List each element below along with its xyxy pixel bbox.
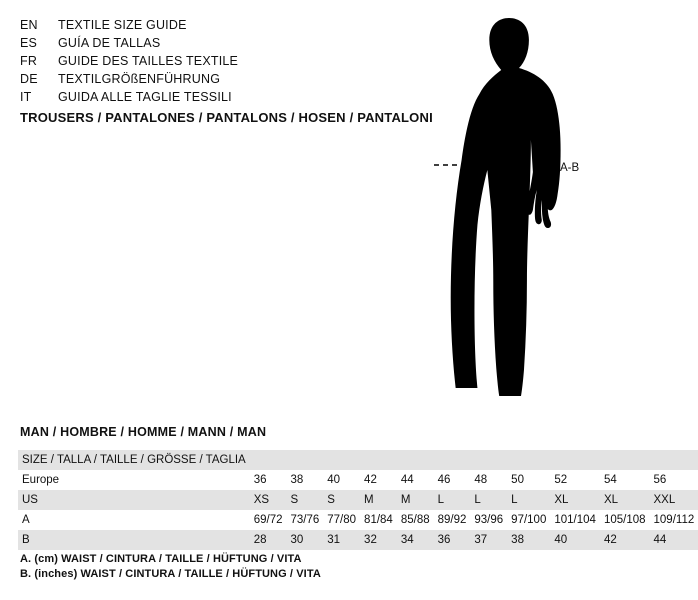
- table-title: MAN / HOMBRE / HOMME / MANN / MAN: [20, 425, 267, 439]
- cell: [470, 450, 507, 470]
- cell: 38: [290, 474, 304, 486]
- cell: [360, 450, 397, 470]
- cell: 77/80: [327, 514, 357, 526]
- cell: S: [323, 490, 360, 510]
- table-row: [18, 510, 698, 530]
- cell: 93/96: [474, 514, 504, 526]
- cell: 44: [400, 474, 414, 486]
- language-row: [20, 88, 380, 106]
- cell: 30: [286, 530, 323, 550]
- cell: L: [434, 490, 471, 510]
- cell: 31: [323, 530, 360, 550]
- language-row: [20, 16, 380, 34]
- measure-label-ab: A-B: [560, 162, 580, 174]
- cell: 44: [650, 530, 698, 550]
- cell: [286, 450, 323, 470]
- cell: 40: [550, 530, 600, 550]
- cell: M: [360, 490, 397, 510]
- language-row: [20, 70, 380, 88]
- row-label: US: [18, 490, 250, 510]
- cell: 42: [364, 474, 377, 486]
- man-silhouette-icon: [400, 10, 600, 410]
- language-row: [20, 52, 380, 70]
- footnote-b: B. (inches) WAIST / CINTURA / TAILLE / HÜFTUNG / VITA: [20, 568, 321, 580]
- size-table: [18, 450, 698, 550]
- cell: 97/100: [511, 514, 547, 526]
- cell: 37: [470, 530, 507, 550]
- cell: [250, 450, 287, 470]
- language-code: EN: [20, 18, 38, 32]
- cell: 46: [437, 474, 451, 486]
- cell: 101/104: [554, 514, 596, 526]
- cell: 42: [600, 530, 650, 550]
- cell: 32: [360, 530, 397, 550]
- cell: S: [286, 490, 323, 510]
- cell: 109/112: [653, 514, 695, 526]
- cell: XXL: [650, 490, 698, 510]
- cell: 85/88: [400, 514, 430, 526]
- cell: 40: [327, 474, 341, 486]
- cell: 34: [397, 530, 434, 550]
- language-row: [20, 34, 380, 52]
- cell: 28: [250, 530, 287, 550]
- table-row: [18, 490, 698, 510]
- language-code: ES: [20, 36, 38, 50]
- cell: L: [507, 490, 550, 510]
- cell: 36: [253, 474, 267, 486]
- cell: XL: [550, 490, 600, 510]
- cell: XL: [600, 490, 650, 510]
- footnotes: [20, 552, 321, 582]
- cell: [323, 450, 360, 470]
- language-text: GUIDE DES TAILLES TEXTILE: [58, 54, 239, 68]
- language-text: GUÍA DE TALLAS: [58, 36, 161, 50]
- table-row: [18, 470, 698, 490]
- section-title: TROUSERS / PANTALONES / PANTALONS / HOSEN / PANTALONI: [20, 110, 433, 125]
- cell: [397, 450, 434, 470]
- cell: XS: [250, 490, 287, 510]
- cell: 81/84: [364, 514, 393, 526]
- figure-illustration: [400, 10, 600, 410]
- language-code: DE: [20, 72, 38, 86]
- cell: 50: [511, 474, 524, 486]
- cell: 52: [554, 474, 568, 486]
- cell: 105/108: [603, 514, 646, 526]
- language-text: TEXTILGRÖßENFÜHRUNG: [58, 72, 221, 86]
- cell: L: [470, 490, 507, 510]
- cell: 36: [434, 530, 471, 550]
- cell: 73/76: [290, 514, 320, 526]
- cell: 54: [603, 474, 617, 486]
- row-label: A: [22, 514, 30, 526]
- language-text: GUIDA ALLE TAGLIE TESSILI: [58, 90, 232, 104]
- language-code: FR: [20, 54, 38, 68]
- footnote-a: A. (cm) WAIST / CINTURA / TAILLE / HÜFTUNG / VITA: [20, 553, 302, 565]
- cell: [550, 450, 600, 470]
- cell: 89/92: [437, 514, 467, 526]
- language-code: IT: [20, 90, 32, 104]
- cell: 69/72: [253, 514, 283, 526]
- cell: 38: [507, 530, 550, 550]
- cell: [600, 450, 650, 470]
- language-text: TEXTILE SIZE GUIDE: [58, 18, 187, 32]
- cell: [650, 450, 698, 470]
- table-row: [18, 450, 698, 470]
- row-label: SIZE / TALLA / TAILLE / GRÖSSE / TAGLIA: [18, 450, 250, 470]
- table-row: [18, 530, 698, 550]
- cell: 48: [474, 474, 488, 486]
- language-list: [20, 16, 380, 106]
- cell: M: [397, 490, 434, 510]
- row-label: Europe: [22, 474, 60, 486]
- cell: 56: [653, 474, 667, 486]
- cell: [434, 450, 471, 470]
- row-label: B: [18, 530, 250, 550]
- cell: [507, 450, 550, 470]
